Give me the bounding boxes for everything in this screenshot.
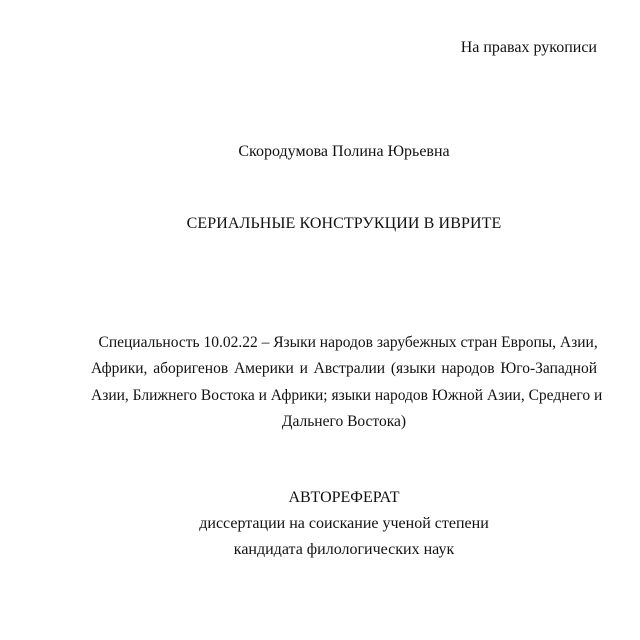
abstract-heading: АВТОРЕФЕРАТ: [288, 489, 400, 506]
specialty-line: Африки, аборигенов Америки и Австралии (языки народов Юго-Западной: [91, 360, 597, 378]
degree-line: кандидата филологических наук: [233, 541, 455, 558]
specialty-line: Азии, Ближнего Востока и Африки; языки народов Южной Азии, Среднего и: [91, 386, 603, 404]
thesis-title: СЕРИАЛЬНЫЕ КОНСТРУКЦИИ В ИВРИТЕ: [186, 215, 502, 232]
manuscript-rights-note: На правах рукописи: [460, 39, 597, 56]
degree-line: диссертации на соискание ученой степени: [199, 515, 489, 532]
specialty-line: Специальность 10.02.22 – Языки народов зарубежных стран Европы, Азии,: [98, 334, 598, 351]
specialty-paragraph: [91, 330, 603, 436]
abstract-block: [91, 485, 597, 563]
author-name: Скородумова Полина Юрьевна: [238, 143, 450, 160]
specialty-line: Дальнего Востока): [281, 413, 407, 431]
